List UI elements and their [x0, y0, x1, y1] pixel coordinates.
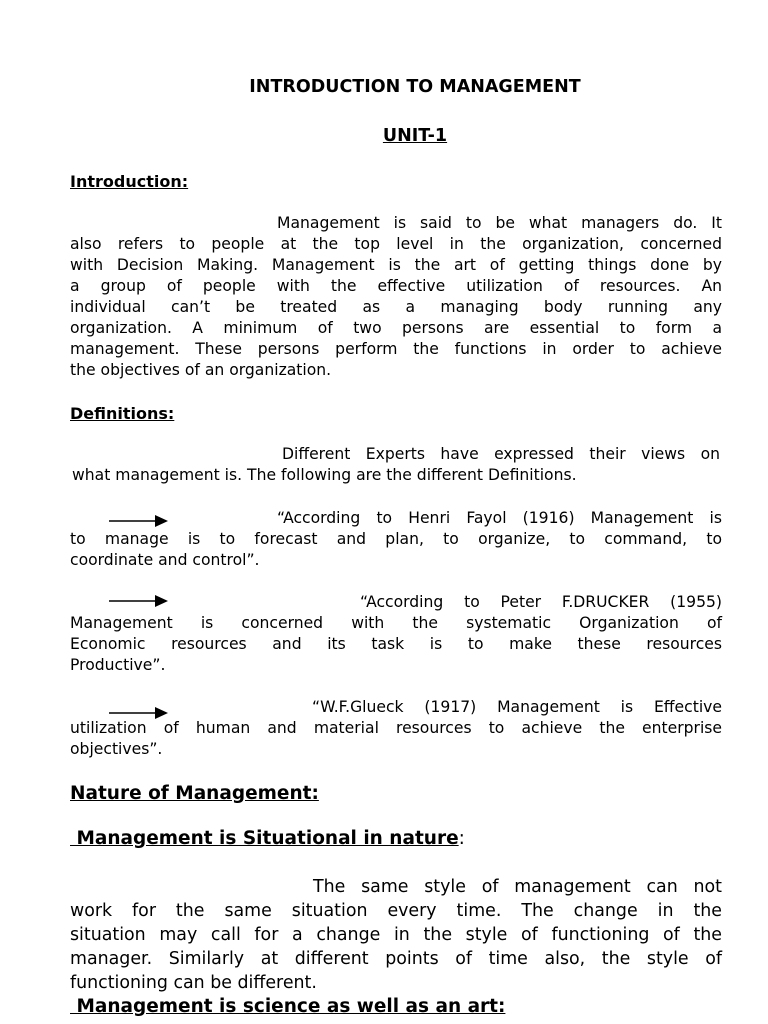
- situational-line: functioning can be different.: [70, 973, 317, 993]
- definition-line: “According to Peter F.DRUCKER (1955): [360, 593, 722, 611]
- science-art-heading: Management is science as well as an art:: [70, 996, 506, 1017]
- introduction-line: individual can’t be treated as a managing body running any: [70, 298, 722, 316]
- definitions-intro-line: Different Experts have expressed their views on: [282, 445, 720, 463]
- definition-line: Productive”.: [70, 656, 166, 674]
- introduction-line: also refers to people at the top level in the organization, concerned: [70, 235, 722, 253]
- definition-line: coordinate and control”.: [70, 551, 260, 569]
- situational-line: situation may call for a change in the style of functioning of the: [70, 925, 722, 945]
- unit-heading: UNIT-1: [382, 126, 448, 146]
- definition-line: “W.F.Glueck (1917) Management is Effective: [312, 698, 722, 716]
- situational-line: manager. Similarly at different points of time also, the style of: [70, 949, 722, 969]
- definition-line: “According to Henri Fayol (1916) Management is: [277, 509, 722, 527]
- introduction-line: the objectives of an organization.: [70, 361, 332, 379]
- definition-line: to manage is to forecast and plan, to organize, to command, to: [70, 530, 722, 548]
- introduction-line: a group of people with the effective utilization of resources. An: [70, 277, 722, 295]
- definition-glueck: [70, 697, 722, 760]
- definitions-heading: Definitions:: [70, 404, 175, 423]
- nature-heading: Nature of Management:: [70, 783, 319, 804]
- situational-line: work for the same situation every time. The change in the: [70, 901, 722, 921]
- definitions-intro-line: what management is. The following are the different Definitions.: [72, 466, 577, 484]
- definition-line: utilization of human and material resources to achieve the enterprise: [70, 719, 722, 737]
- document-title: INTRODUCTION TO MANAGEMENT: [249, 77, 581, 97]
- definition-line: Economic resources and its task is to make these resources: [70, 635, 722, 653]
- situational-heading: Management is Situational in nature:: [70, 828, 465, 849]
- definition-line: objectives”.: [70, 740, 163, 758]
- introduction-line: management. These persons perform the functions in order to achieve: [70, 340, 722, 358]
- introduction-line: organization. A minimum of two persons are essential to form a: [70, 319, 722, 337]
- introduction-heading: Introduction:: [70, 172, 189, 191]
- introduction-line: with Decision Making. Management is the art of getting things done by: [70, 256, 722, 274]
- situational-line: The same style of management can not: [313, 877, 722, 897]
- definition-drucker: [70, 592, 722, 676]
- definition-fayol: [70, 508, 722, 571]
- introduction-paragraph: [70, 213, 722, 381]
- introduction-line: Management is said to be what managers do. It: [277, 214, 722, 232]
- definitions-intro-paragraph: [70, 444, 722, 486]
- definition-line: Management is concerned with the systematic Organization of: [70, 614, 722, 632]
- situational-paragraph: [70, 875, 722, 995]
